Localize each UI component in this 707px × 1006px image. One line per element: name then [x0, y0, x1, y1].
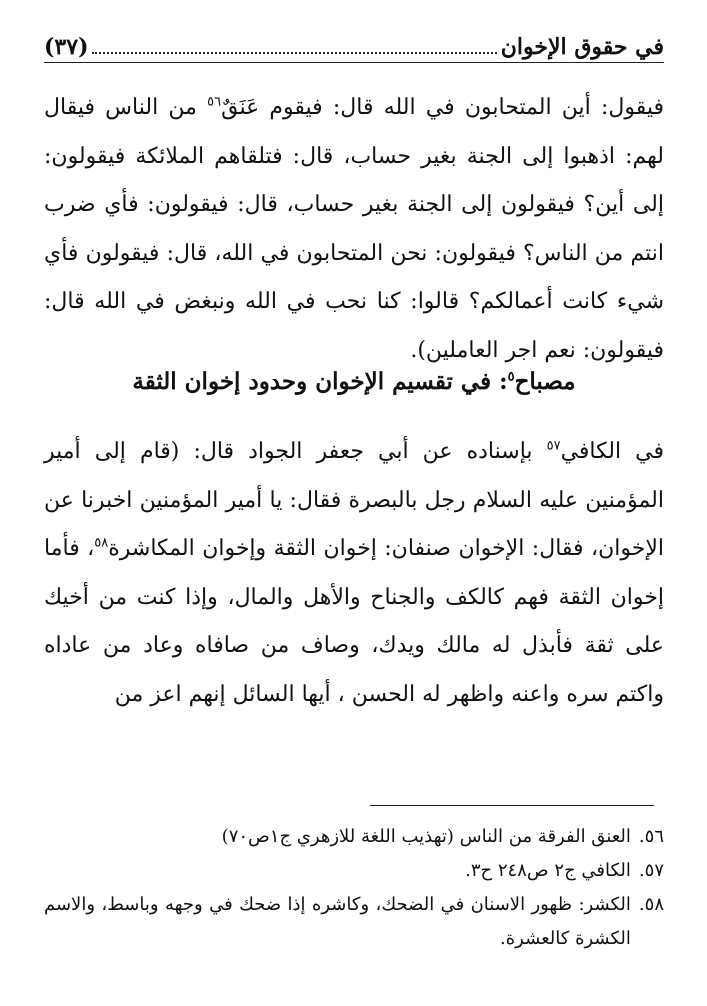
heading-main: مصباح [514, 368, 576, 395]
footnote-text: العنق الفرقة من الناس (تهذيب اللغة للازهري ج١ص٧٠) [221, 826, 631, 847]
footnote-number: ٥٦. [638, 826, 664, 847]
header-rule [44, 62, 664, 63]
footnote-ref-56[interactable]: ٥٦ [207, 94, 222, 110]
heading-number: ٥ [507, 369, 515, 385]
paragraph-2-text-b: بإسناده عن أبي جعفر الجواد قال: (قام إلى أمير المؤمنين عليه السلام رجل بالبصرة فقال: يا أمير المؤمنين اخبرنا عن الإخوان، فقال: الإخوان صنفان: إخوان الثقة وإخوان المكاشرة [44, 439, 664, 561]
footnote-ref-57[interactable]: ٥٧ [546, 438, 561, 454]
paragraph-1-text-b: من الناس فيقال لهم: اذهبوا إلى الجنة بغير حساب، قال: فتلقاهم الملائكة فيقولون: إلى أين؟ فيقولون إلى الجنة بغير حساب، قال: فيقولون: فأي ضرب انتم من الناس؟ فيقولون: نحن المتحابون في الله، قال: فيقولون فأي شيء كانت أعمالكم؟ قالوا: كنا نحب في الله ونبغض في الله قال: فيقولون: نعم اجر العاملين). [44, 95, 665, 363]
header-dotted-leader [92, 51, 496, 54]
footnote-56 [44, 820, 664, 854]
paragraph-1-text-a: فيقول: أين المتحابون في الله قال: فيقوم عَنَقٌ [221, 95, 664, 120]
running-header [44, 28, 664, 62]
footnote-58 [44, 888, 664, 956]
footnote-text: الكشر: ظهور الاسنان في الضحك، وكاشره إذا ضحك في وجهه وباسط، والاسم الكشرة كالعشرة. [44, 894, 631, 949]
footnote-rule [370, 805, 654, 806]
footnote-text: الكافي ج٢ ص٢٤٨ ح٣. [465, 860, 631, 881]
footnote-number: ٥٨. [638, 894, 664, 915]
footnote-ref-58[interactable]: ٥٨ [94, 535, 109, 551]
paragraph-2 [44, 428, 664, 719]
footnotes [44, 820, 664, 956]
section-heading [44, 364, 664, 400]
heading-rest: : في تقسيم الإخوان وحدود إخوان الثقة [132, 368, 508, 395]
page-number: (٣٧) [44, 34, 89, 60]
header-title: في حقوق الإخوان [500, 34, 664, 60]
paragraph-1 [44, 84, 664, 375]
paragraph-2-text-c: ، فأما إخوان الثقة فهم كالكف والجناح والأهل والمال، وإذا كنت من أخيك على ثقة فأبذل له مالك ويدك، وصاف من صافاه وعاد من عاداه واكتم سره واعنه واظهر له الحسن ، أيها السائل إنهم اعز من [44, 536, 664, 707]
footnote-57 [44, 854, 664, 888]
paragraph-2-text-a: في الكافي [560, 439, 665, 464]
footnote-number: ٥٧. [638, 860, 664, 881]
